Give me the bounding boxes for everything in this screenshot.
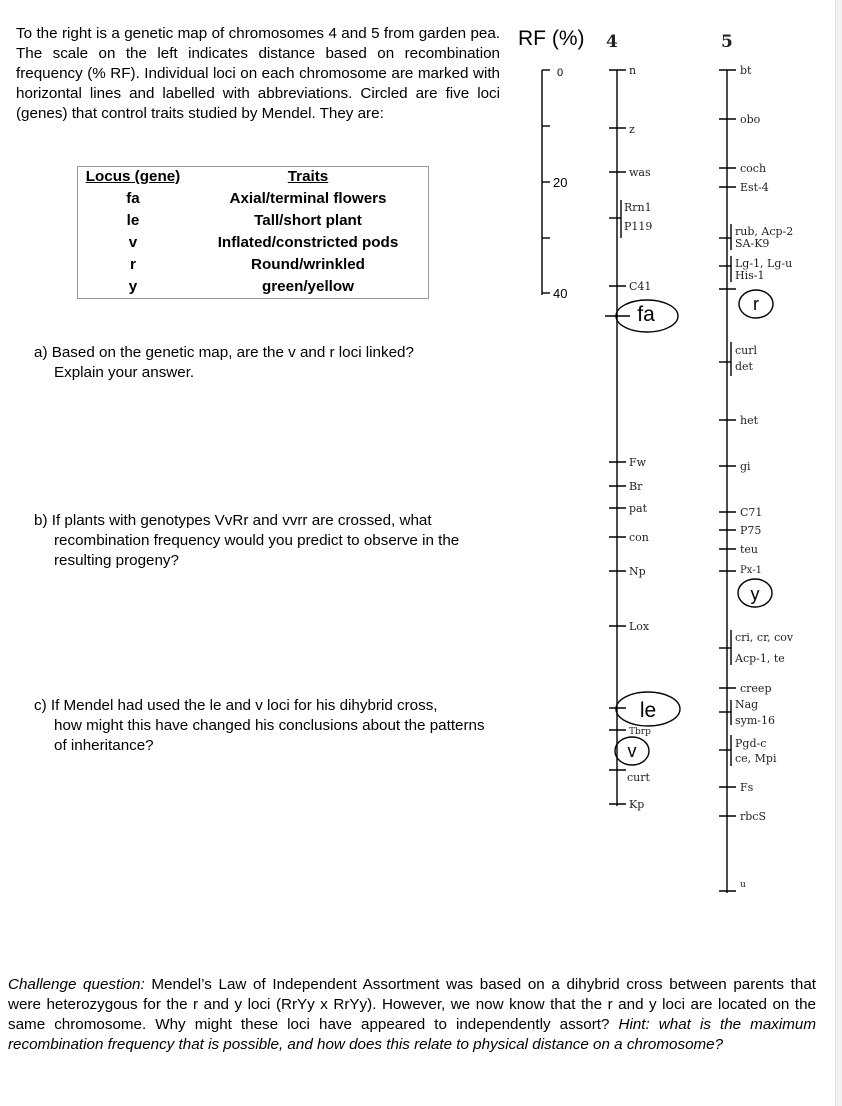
table-cell-locus: r [130, 256, 136, 273]
challenge-question [8, 975, 816, 1055]
locus-label: C71 [740, 506, 763, 519]
locus-label: P75 [740, 524, 762, 537]
question-b-line3: resulting progeny? [54, 552, 179, 569]
label-le: le [639, 699, 657, 722]
locus-label: was [629, 166, 651, 179]
locus-label: P119 [624, 220, 653, 233]
locus-label: Tbrp [629, 727, 651, 737]
rf-tick-40: 40 [553, 286, 568, 301]
locus-label: pat [629, 502, 648, 515]
locus-label: Lox [629, 620, 650, 633]
locus-label: Nag [735, 698, 759, 711]
locus-label: rub, Acp-2 [735, 225, 794, 238]
locus-label: Np [629, 565, 646, 578]
locus-label: Fs [740, 781, 754, 794]
locus-label: teu [740, 543, 759, 556]
table-cell-trait: Tall/short plant [254, 212, 362, 229]
question-c-line1: c) If Mendel had used the le and v loci for his dihybrid cross, [34, 697, 438, 714]
locus-label: curl [735, 344, 758, 357]
question-b-line1: b) If plants with genotypes VvRr and vvrr are crossed, what [34, 512, 432, 529]
question-b-line2: recombination frequency would you predict to observe in the [54, 532, 460, 549]
question-a-line2: Explain your answer. [54, 364, 195, 381]
locus-label: rbcS [740, 810, 766, 823]
locus-label: obo [740, 113, 761, 126]
locus-label: Lg-1, Lg-u [735, 257, 793, 270]
table-header-traits: Traits [287, 168, 329, 185]
table-cell-locus: le [126, 212, 140, 229]
locus-label: bt [740, 64, 752, 77]
locus-label: SA-K9 [735, 237, 770, 250]
locus-label: creep [740, 682, 772, 695]
locus-label: Pgd-c [735, 737, 767, 750]
locus-label: u [740, 880, 746, 890]
locus-label: sym-16 [735, 714, 776, 727]
table-header-locus: Locus (gene) [85, 168, 181, 185]
table-cell-trait: Round/wrinkled [251, 256, 365, 273]
table-cell-trait: green/yellow [261, 278, 354, 295]
question-c-line2: how might this have changed his conclusions about the patterns [54, 717, 485, 734]
locus-label: det [735, 360, 753, 373]
locus-label: het [740, 414, 759, 427]
locus-label: Fw [629, 456, 647, 469]
locus-label: cri, cr, cov [735, 631, 794, 644]
intro-paragraph: To the right is a genetic map of chromosomes 4 and 5 from garden pea. The scale on the left indicates distance based on recombination frequency (% RF). Individual loci on each chromosome are marked with horizontal lines and labelled with abbreviations. Circled are five loci (genes) that control traits studied by Mendel. They are: [16, 25, 500, 122]
table-cell-locus: fa [126, 190, 140, 207]
question-c-line3: of inheritance? [54, 737, 154, 754]
label-r: r [753, 294, 759, 314]
locus-label: gi [740, 460, 751, 473]
locus-label: Acp-1, te [735, 652, 785, 665]
table-cell-locus: y [128, 278, 138, 295]
rf-tick-20: 20 [553, 175, 568, 190]
challenge-label: Challenge question: [8, 976, 145, 993]
label-fa: fa [637, 303, 655, 326]
question-a-line1: a) Based on the genetic map, are the v and r loci linked? [34, 344, 414, 361]
table-cell-trait: Axial/terminal flowers [229, 190, 387, 207]
locus-label: ce, Mpi [735, 752, 777, 765]
locus-label: n [629, 64, 637, 77]
chromosome-4-title: 4 [606, 32, 618, 52]
locus-label: z [629, 123, 635, 136]
locus-label: Br [629, 480, 643, 493]
rf-scale-title: RF (%) [518, 27, 585, 50]
locus-label: coch [740, 162, 767, 175]
table-cell-trait: Inflated/constricted pods [217, 234, 399, 251]
locus-label: con [629, 531, 649, 544]
rf-tick-0: 0 [557, 67, 564, 79]
locus-label: Est-4 [740, 181, 769, 194]
label-v: v [627, 741, 637, 761]
chromosome-5-title: 5 [721, 32, 733, 52]
challenge-text: Mendel’s Law of Independent Assortment was based on a dihybrid cross between parents that were heterozygous for the r and y loci (RrYy x RrYy). However, we now know that the r and y loci are located on the same chromosome. Why might these loci have appeared to independently assort? [8, 976, 816, 1033]
locus-label: Px-1 [740, 565, 762, 576]
locus-label: His-1 [735, 269, 765, 282]
locus-label: C41 [629, 280, 652, 293]
locus-label: Rrn1 [624, 201, 652, 214]
label-y: y [750, 584, 760, 604]
challenge-hint: Hint: what is the maximum recombination frequency that is possible, and how does this relate to physical distance on a chromosome? [8, 1016, 816, 1053]
table-cell-locus: v [128, 234, 138, 251]
locus-label: Kp [629, 798, 645, 811]
locus-label: curt [627, 771, 650, 784]
